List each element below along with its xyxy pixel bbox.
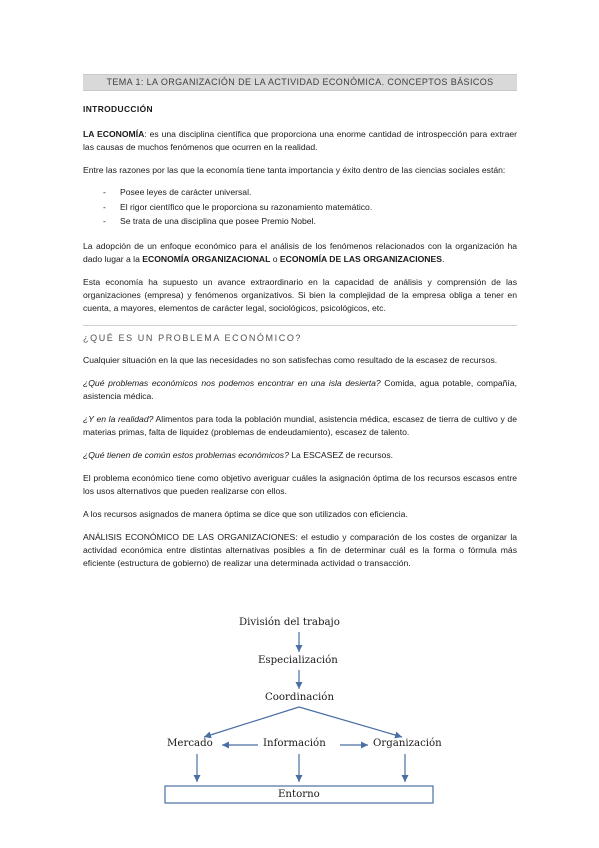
informacion-node: Información xyxy=(263,738,326,749)
list-item xyxy=(83,200,517,215)
organization-diagram xyxy=(150,614,450,810)
analysis-term: ANÁLISIS ECONÓMICO DE LAS ORGANIZACIONES xyxy=(83,531,296,542)
organizational-analysis-paragraph xyxy=(83,531,517,570)
document-page xyxy=(83,74,517,580)
bullet-dash: - xyxy=(103,187,106,197)
text-run: o xyxy=(270,253,280,264)
term-organizational-economics: ECONOMÍA ORGANIZACIONAL xyxy=(142,253,271,264)
common-question xyxy=(83,449,517,462)
question-text: ¿Qué tienen de común estos problemas económicos? xyxy=(83,449,289,460)
list-item-text: Se trata de una disciplina que posee Premio Nobel. xyxy=(120,216,316,226)
bullet-dash: - xyxy=(103,216,106,226)
text-run: . xyxy=(441,253,445,264)
arrow-coordinacion-to-organizacion xyxy=(299,707,402,737)
list-item xyxy=(83,185,517,200)
reasons-intro: Entre las razones por las que la economía tiene tanta importancia y éxito dentro de las ciencias sociales están: xyxy=(83,165,506,175)
economy-definition xyxy=(83,128,517,154)
island-question xyxy=(83,377,517,403)
coordinacion-node: Coordinación xyxy=(265,692,335,703)
answer-text: Comida, agua potable, compañía, asistencia médica. xyxy=(83,377,517,401)
organizational-economics-paragraph xyxy=(83,240,517,266)
page-title: TEMA 1: LA ORGANIZACIÓN DE LA ACTIVIDAD ECONÓMICA. CONCEPTOS BÁSICOS xyxy=(83,74,517,91)
mercado-node: Mercado xyxy=(167,738,213,749)
organizacion-node: Organización xyxy=(373,738,442,749)
reasons-list xyxy=(83,185,517,229)
question-text: ¿Qué problemas económicos nos podemos encontrar en una isla desierta? xyxy=(83,377,381,388)
section-divider xyxy=(83,325,517,326)
diagram-connectors xyxy=(150,614,450,810)
answer-text: Alimentos para toda la población mundial, asistencia médica, escasez de tierra de cultivo y de materias primas, falta de liquidez (problemas de endeudamiento), escasez de talento. xyxy=(83,413,517,437)
problem-definition: Cualquier situación en la que las necesidades no son satisfechas como resultado de la escasez de recursos. xyxy=(83,354,498,365)
arrow-coordinacion-to-mercado xyxy=(204,707,299,737)
economy-definition-text: : es una disciplina científica que proporciona una enorme cantidad de introspección para extraer las causas de muchos fenómenos que ocurren en la realidad. xyxy=(83,129,517,152)
list-item-text: El rigor científico que le proporciona su razonamiento matemático. xyxy=(120,201,373,212)
bullet-dash: - xyxy=(103,201,106,212)
list-item xyxy=(83,214,517,229)
division-node: División del trabajo xyxy=(239,617,340,628)
answer-text: La ESCASEZ de recursos. xyxy=(288,449,394,460)
problem-heading: ¿QUÉ ES UN PROBLEMA ECONÓMICO? xyxy=(83,332,303,343)
analysis-text: : el estudio y comparación de los costes de organizar la actividad económica entre distintas alternativas posibles a fin de determinar cuál es la forma o fórmula más eficiente (estructura de gobierno) de realizar una determinada actividad o transacción. xyxy=(83,531,518,568)
efficiency-paragraph: A los recursos asignados de manera óptima se dice que son utilizados con eficiencia. xyxy=(83,508,408,519)
term-economics-of-organizations: ECONOMÍA DE LAS ORGANIZACIONES xyxy=(279,253,442,264)
text-run: La adopción de un enfoque económico para el análisis de los fenómenos relacionados con la organización ha dado lugar a la xyxy=(83,240,517,264)
especializacion-node: Especialización xyxy=(258,655,338,666)
reality-question xyxy=(83,413,517,439)
intro-heading: INTRODUCCIÓN xyxy=(83,104,153,114)
objective-paragraph: El problema económico tiene como objetivo averiguar cuáles la asignación óptima de los recursos escasos entre los usos alternativos que pueden realizarse con ellos. xyxy=(83,472,517,496)
economy-term: LA ECONOMÍA xyxy=(83,129,145,139)
question-text: ¿Y en la realidad? xyxy=(83,413,154,424)
entorno-node: Entorno xyxy=(278,789,320,800)
list-item-text: Posee leyes de carácter universal. xyxy=(120,187,252,197)
advance-paragraph: Esta economía ha supuesto un avance extraordinario en la capacidad de análisis y comprensión de las organizaciones (empresa) y fenómenos organizativos. Si bien la complejidad de la empresa obliga a tener en cuenta, a mayores, elementos de carácter legal, sociológicos, psicológicos, etc. xyxy=(83,276,517,313)
